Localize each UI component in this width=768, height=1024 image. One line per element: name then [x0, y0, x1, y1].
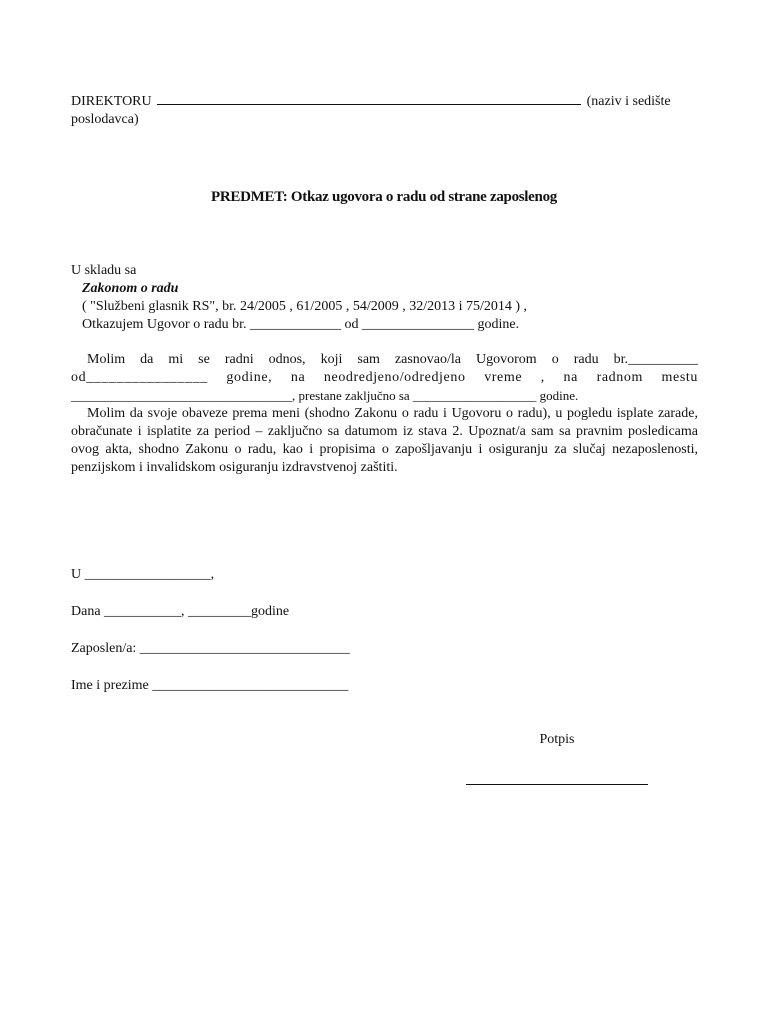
body-paragraphs [71, 351, 698, 477]
gazette-reference: ( "Službeni glasnik RS", br. 24/2005 , 61/2005 , 54/2009 , 32/2013 i 75/2014 ) , [82, 299, 528, 314]
paragraph-2: Molim da svoje obaveze prema meni (shodno Zakonu o radu i Ugovoru o radu), u pogledu isplate zarade, obračunate i isplatite za period – zaključno sa datumom iz stava 2. Upoznat/a sam sa pravnim posledicama ovog akta, shodno Zakonu o radu, kao i propisima o zapošljavanju i osiguranju za slučaj nezaposlenosti, penzijskom i invalidskom osiguranju izdravstvenoj zaštiti. [71, 406, 698, 475]
addressee-underline [157, 92, 581, 105]
subject-heading: PREDMET: Otkaz ugovora o radu od strane zaposlenog [211, 189, 557, 205]
law-name: Zakonom o radu [82, 281, 179, 296]
addressee-block [71, 92, 698, 129]
termination-statement: Otkazujem Ugovor o radu br. _____________ od ________________ godine. [82, 317, 520, 332]
form-fields [71, 566, 698, 714]
signature-label: Potpis [539, 732, 575, 747]
paragraph-1-line-2: od________________ godine, na neodredjeno/odredjeno vreme , na radnom mestu [71, 370, 698, 385]
signature-block [466, 732, 648, 785]
signature-line [466, 772, 648, 785]
intro-line: U skladu sa [71, 263, 137, 278]
employee-field: Zaposlen/a: ______________________________ [71, 641, 350, 656]
paragraph-1 [71, 351, 698, 369]
paragraph-1-line-1: Molim da mi se radni odnos, koji sam zasnovao/la Ugovorom o radu br.__________ [87, 352, 698, 367]
name-field: Ime i prezime ____________________________ [71, 678, 349, 693]
addressee-hint: (naziv i sedište poslodavca) [71, 94, 671, 127]
date-field: Dana ___________, _________godine [71, 604, 290, 619]
paragraph-1-line-3: __________________________________, prestane zaključno sa ___________________ godine. [71, 388, 579, 403]
intro-block [71, 262, 698, 334]
place-field: U __________________, [71, 567, 215, 582]
addressee-label: DIREKTORU [71, 94, 152, 109]
